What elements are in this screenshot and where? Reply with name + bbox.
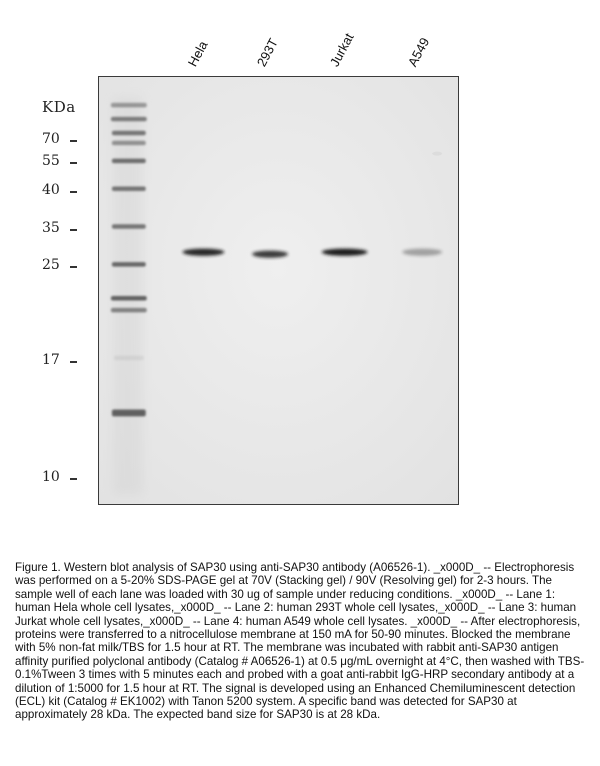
blot-image xyxy=(99,77,458,504)
marker-tick-40 xyxy=(70,191,77,193)
lane-label-293t: 293T xyxy=(253,35,281,69)
marker-tick-55 xyxy=(70,162,77,164)
blot-membrane xyxy=(98,76,459,505)
sample-band-293t xyxy=(252,251,288,258)
ladder-band xyxy=(111,308,147,312)
marker-17: 17 xyxy=(42,352,60,368)
marker-40: 40 xyxy=(42,182,60,198)
figure-caption: Figure 1. Western blot analysis of SAP30 using anti-SAP30 antibody (A06526-1). _x000D_ -- Electrophoresis was performed on a 5-20% SDS-PAGE gel at 70V (Stacking gel) / 90V (Resolving gel) for 2-3 hours. The sample well of each lane was loaded with 30 ug of sample under reducing conditions. _x000D_ -- Lane 1: human Hela whole cell lysates,_x000D_ -- Lane 2: human 293T whole cell lysates,_x000D_ -- Lane 3: human Jurkat whole cell lysates,_x000D_ -- Lane 4: human A549 whole cell lysates. _x000D_ -- After electrophoresis, proteins were transferred to a nitrocellulose membrane at 150 mA for 50-90 minutes. Blocked the membrane with 5% non-fat milk/TBS for 1.5 hour at RT. The membrane was incubated with rabbit anti-SAP30 antigen affinity purified polyclonal antibody (Catalog # A06526-1) at 0.5 μg/mL overnight at 4°C, then washed with TBS-0.1%Tween 3 times with 5 minutes each and probed with a goat anti-rabbit IgG-HRP secondary antibody at a dilution of 1:5000 for 1.5 hour at RT. The signal is developed using an Enhanced Chemiluminescent detection (ECL) kit (Catalog # EK1002) with Tanon 5200 system. A specific band was detected for SAP30 at approximately 28 kDa. The expected band size for SAP30 is at 28 kDa. xyxy=(15,561,585,722)
ladder-band xyxy=(112,186,146,190)
marker-tick-35 xyxy=(70,229,77,231)
marker-10: 10 xyxy=(42,469,60,485)
ladder-band xyxy=(112,262,146,266)
marker-tick-25 xyxy=(70,266,77,268)
ladder-band xyxy=(112,409,146,416)
lane-label-jurkat: Jurkat xyxy=(326,30,357,69)
marker-tick-70 xyxy=(70,140,77,142)
membrane-background xyxy=(99,77,458,504)
ladder-band xyxy=(111,117,147,121)
marker-tick-17 xyxy=(70,361,77,363)
marker-35: 35 xyxy=(42,220,60,236)
ladder-band xyxy=(114,356,144,360)
marker-25: 25 xyxy=(42,257,60,273)
ladder-band xyxy=(112,141,146,145)
lane-label-a549: A549 xyxy=(404,35,433,69)
ladder-band xyxy=(112,131,146,135)
marker-70: 70 xyxy=(42,131,60,147)
ladder-band xyxy=(111,103,147,107)
membrane-speck xyxy=(432,152,442,156)
marker-unit-label: KDa xyxy=(42,98,76,116)
sample-band-hela xyxy=(183,249,225,256)
marker-55: 55 xyxy=(42,153,60,169)
ladder-band xyxy=(111,296,147,300)
sample-band-jurkat xyxy=(322,249,368,256)
lane-label-hela: Hela xyxy=(184,38,211,69)
sample-band-a549 xyxy=(402,249,442,256)
marker-tick-10 xyxy=(70,478,77,480)
ladder-band xyxy=(112,159,146,163)
ladder-band xyxy=(112,224,146,228)
